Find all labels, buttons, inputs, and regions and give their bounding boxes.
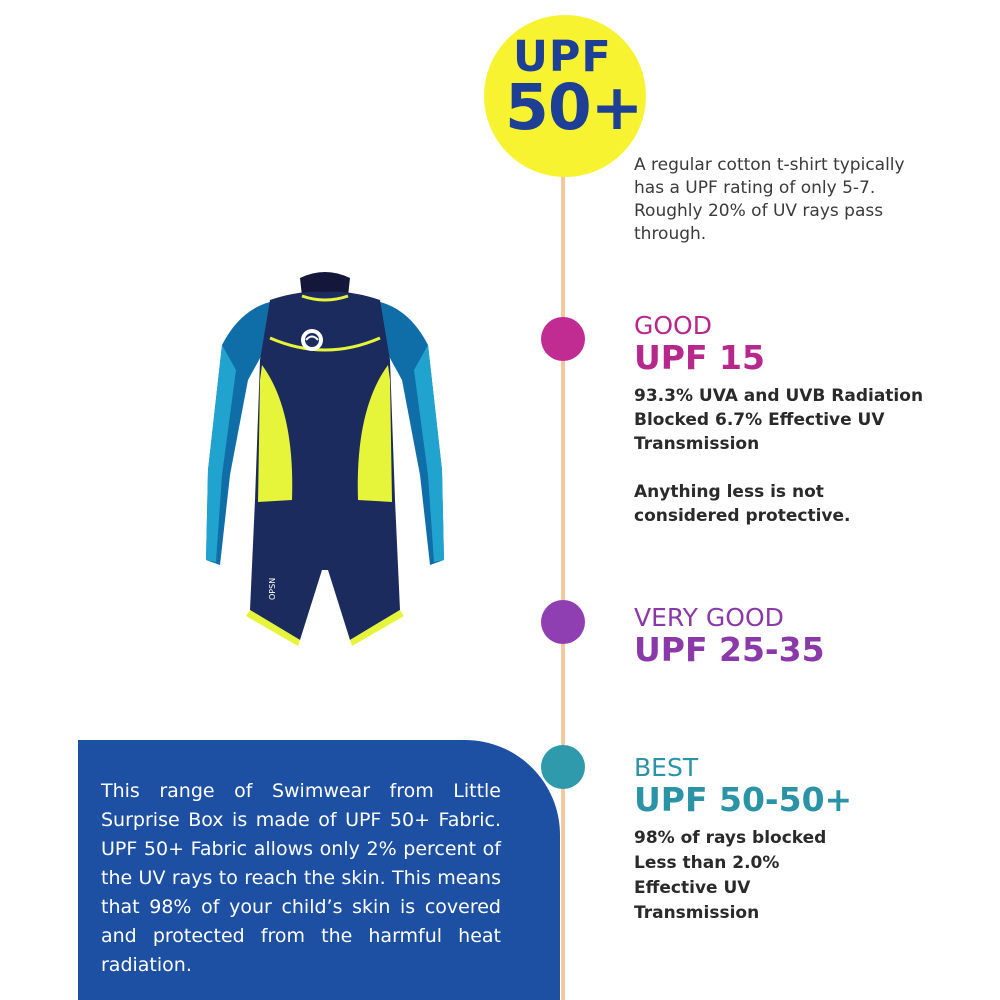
timeline-line xyxy=(561,150,565,1000)
best-desc-line: 98% of rays blocked xyxy=(634,828,827,848)
good-note: Anything less is not considered protective. xyxy=(634,482,851,526)
info-box-text: This range of Swimwear from Little Surprise Box is made of UPF 50+ Fabric. UPF 50+ Fabric allows only 2% percent of the UV rays to reach the skin. This means that 98% of your child’s skin is covered and protected from the harmful heat radiation. xyxy=(101,780,501,976)
very-good-value: UPF 25-35 xyxy=(634,630,825,669)
very-good-label: VERY GOOD xyxy=(634,603,784,632)
badge-line-1: UPF xyxy=(513,32,612,82)
best-desc-line: Less than 2.0% xyxy=(634,853,780,873)
good-description: 93.3% UVA and UVB Radiation Blocked 6.7% Effective UV Transmission xyxy=(634,386,924,454)
timeline-dot-very-good xyxy=(541,600,585,644)
timeline-dot-best xyxy=(541,745,585,789)
good-label: GOOD xyxy=(634,311,712,340)
good-value: UPF 15 xyxy=(634,338,765,377)
swimsuit-image xyxy=(200,270,450,655)
best-value: UPF 50-50+ xyxy=(634,780,853,819)
best-desc-line: Effective UV xyxy=(634,878,751,898)
leg-print-text: OPSN xyxy=(268,577,277,600)
badge-line-2: 50+ xyxy=(505,71,643,144)
best-label: BEST xyxy=(634,753,699,782)
best-description xyxy=(634,826,934,926)
timeline-dot-good xyxy=(541,317,585,361)
intro-text: A regular cotton t-shirt typically has a UPF rating of only 5-7. Roughly 20% of UV rays pass through. xyxy=(634,155,905,244)
best-desc-line: Transmission xyxy=(634,903,760,923)
